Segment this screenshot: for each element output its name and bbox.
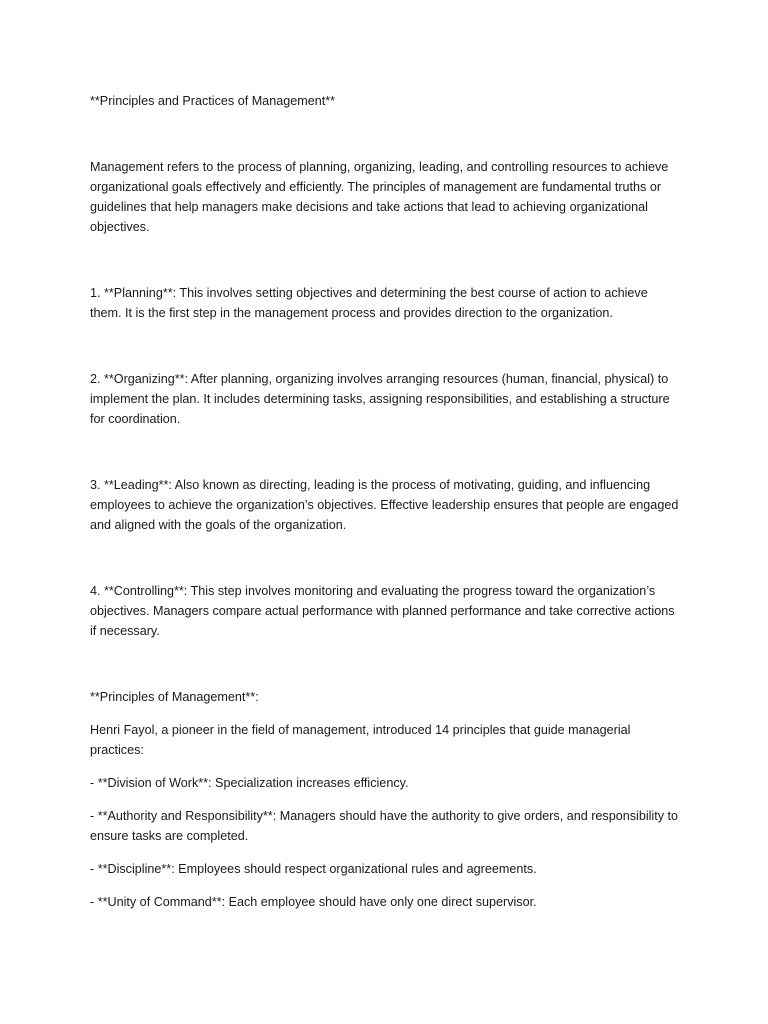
- function-organizing: 2. **Organizing**: After planning, organizing involves arranging resources (human, financial, physical) to implement the plan. It includes determining tasks, assigning responsibilities, and establishing a structure for coordination.: [90, 372, 670, 426]
- principle-authority-responsibility: - **Authority and Responsibility**: Managers should have the authority to give orders, and responsibility to ensure tasks are completed.: [90, 809, 679, 843]
- principles-heading: **Principles of Management**:: [90, 690, 259, 704]
- document-body: [90, 91, 680, 925]
- function-controlling: 4. **Controlling**: This step involves monitoring and evaluating the progress toward the organization’s objectives. Managers compare actual performance with planned performance and take corrective actions if necessary.: [90, 584, 675, 638]
- function-planning: 1. **Planning**: This involves setting objectives and determining the best course of action to achieve them. It is the first step in the management process and provides direction to the organization.: [90, 286, 648, 320]
- function-leading: 3. **Leading**: Also known as directing, leading is the process of motivating, guiding, and influencing employees to achieve the organization’s objectives. Effective leadership ensures that people are engaged and aligned with the goals of the organization.: [90, 478, 679, 532]
- principle-division-of-work: - **Division of Work**: Specialization increases efficiency.: [90, 776, 409, 790]
- principle-unity-of-command: - **Unity of Command**: Each employee should have only one direct supervisor.: [90, 895, 537, 909]
- principle-discipline: - **Discipline**: Employees should respect organizational rules and agreements.: [90, 862, 537, 876]
- principles-intro: Henri Fayol, a pioneer in the field of management, introduced 14 principles that guide managerial practices:: [90, 723, 631, 757]
- intro-paragraph: Management refers to the process of planning, organizing, leading, and controlling resources to achieve organizational goals effectively and efficiently. The principles of management are fundamental truths or guidelines that help managers make decisions and take actions that lead to achieving organizational objectives.: [90, 160, 669, 234]
- document-title: **Principles and Practices of Management**: [90, 94, 336, 108]
